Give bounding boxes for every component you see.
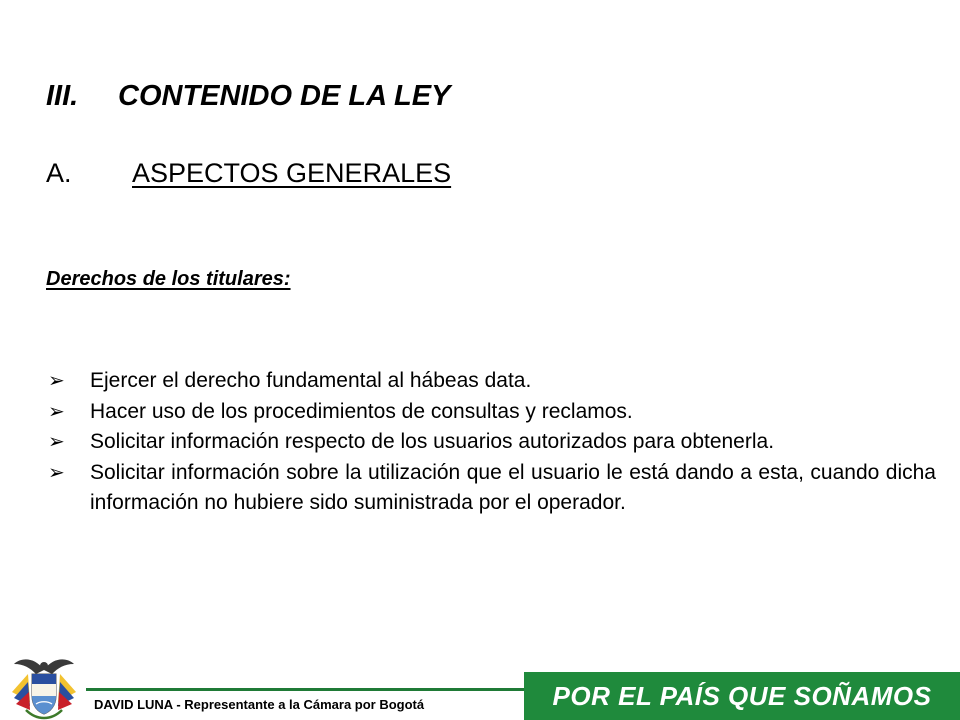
arrow-bullet-icon: ➢ [48,431,65,453]
colombia-coat-of-arms-icon [6,652,82,720]
arrow-bullet-icon: ➢ [48,370,65,392]
list-item [46,458,936,519]
list-item [46,427,936,458]
arrow-bullet-icon: ➢ [48,400,65,423]
subsection-heading-number: A. [46,158,72,188]
rights-section-label: Derechos de los titulares: [46,268,291,290]
slogan-banner [524,672,960,720]
section-heading-text: CONTENIDO DE LA LEY [118,80,451,112]
section-heading-number: III. [46,80,79,112]
list-item-text: Solicitar información respecto de los usuarios autorizados para obtenerla. [90,430,775,453]
list-item [46,366,936,397]
list-item-text: Ejercer el derecho fundamental al hábeas data. [90,369,532,392]
subsection-heading [46,158,451,189]
subsection-heading-text: ASPECTOS GENERALES [132,158,452,188]
list-item-text: Hacer uso de los procedimientos de consultas y reclamos. [90,399,633,423]
list-item [46,397,936,428]
rights-list [46,366,936,519]
slogan-banner-text: POR EL PAÍS QUE SOÑAMOS [552,680,932,711]
footer-divider [86,688,524,691]
section-heading [46,80,450,113]
list-item-text: Solicitar información sobre la utilización que el usuario le está dando a esta, cuando dicha información no hubiere sido suministrada por el operador. [90,460,936,514]
footer-author-text: DAVID LUNA - Representante a la Cámara por Bogotá [94,697,425,712]
arrow-bullet-icon: ➢ [48,461,65,484]
